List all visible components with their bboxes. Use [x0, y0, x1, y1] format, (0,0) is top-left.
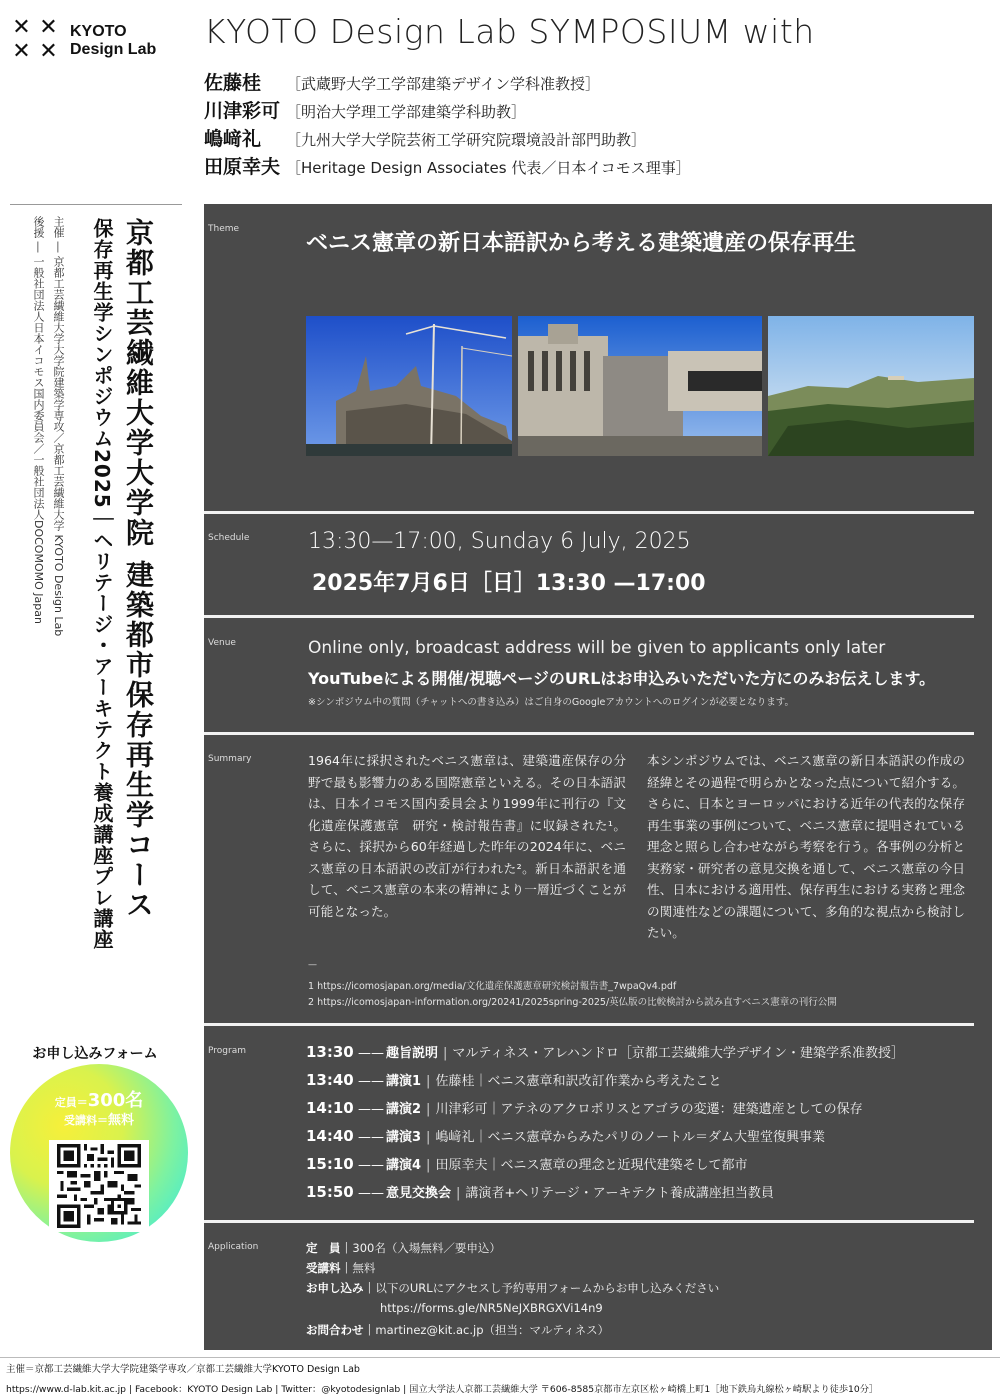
schedule-english: 13:30—17:00, Sunday 6 July, 2025 — [308, 529, 691, 554]
capacity-info — [10, 1092, 188, 1130]
venue-english: Online only, broadcast address will be given to applicants only later — [308, 638, 886, 658]
application-row-value: 300名（入場無料／要申込） — [352, 1241, 501, 1255]
application-row: 定 員 | 300名（入場無料／要申込） — [306, 1240, 501, 1255]
venue-japanese: YouTubeによる開催/視聴ページのURLはお申込みいただいた方にのみお伝えします。 — [308, 669, 936, 688]
footer-organizer: 主催＝京都工芸繊維大学大学院建築学専攻／京都工芸繊維大学KYOTO Design Lab — [6, 1364, 360, 1375]
application-row-value: 以下のURLにアクセスし予約専用フォームからお申し込みください — [375, 1281, 720, 1295]
program-time: 13:30 — [306, 1043, 354, 1061]
program-item: 13:40 —— 講演1 | 佐藤桂｜ベニス憲章和訳改訂作業から考えたこと — [306, 1071, 722, 1089]
logo-text — [70, 23, 156, 59]
application-row: お問合わせ | martinez@kit.ac.jp（担当：マルティネス） — [306, 1322, 610, 1337]
venue-label: Venue — [208, 638, 236, 648]
program-time: 14:40 — [306, 1127, 354, 1145]
section-divider — [204, 615, 974, 618]
photo-notre-dame — [306, 316, 512, 456]
summary-label: Summary — [208, 754, 252, 764]
fee-value: 無料 — [107, 1113, 134, 1128]
application-row: お申し込み | 以下のURLにアクセスし予約専用フォームからお申し込みください — [306, 1280, 720, 1295]
speaker-row — [204, 124, 691, 152]
photo-acropolis-landscape — [768, 316, 974, 456]
capacity-label: 定員＝ — [54, 1096, 88, 1109]
program-detail: 田原幸夫｜ベニス憲章の理念と近現代建築そして都市 — [435, 1158, 748, 1173]
footer-divider — [0, 1357, 1000, 1358]
logo-cross-mark-icon: ✕ ✕ ✕ ✕ — [12, 15, 58, 64]
symposium-subtitle-vertical: 保存再生学シンポジウム2025｜ヘリテージ・アーキテクト養成講座プレ講座 — [90, 218, 114, 950]
application-row: 受講料 | 無料 — [306, 1260, 376, 1275]
speaker-affiliation: ［明治大学理工学部建築学科助教］ — [286, 103, 527, 121]
application-row-label: 受講料 — [306, 1261, 341, 1275]
organizer-vertical: 主催 ― 京都工芸繊維大学大学院建築学専攻／京都工芸繊維大学 KYOTO Design Lab — [52, 216, 65, 637]
program-item: 13:30 —— 趣旨説明 | マルティネス・アレハンドロ［京都工芸繊維大学デザイン・建築学系准教授］ — [306, 1043, 905, 1061]
program-item: 14:40 —— 講演3 | 嶋﨑礼｜ベニス憲章からみたパリのノートル＝ダム大聖堂復興事業 — [306, 1127, 826, 1145]
program-time: 14:10 — [306, 1099, 354, 1117]
application-form-url[interactable]: https://forms.gle/NR5NeJXBRGXVi14n9 — [380, 1301, 603, 1315]
logo-line-2: Design Lab — [70, 41, 157, 58]
theme-label: Theme — [208, 224, 240, 234]
application-row-label: 定 員 — [306, 1241, 341, 1255]
application-row-value: 無料 — [352, 1261, 376, 1275]
program-kind: 意見交換会 — [386, 1186, 452, 1201]
qr-code-icon — [53, 1144, 145, 1228]
supporter-vertical: 後援 ― 一般社団法人日本イコモス国内委員会／一般社団法人DOCOMOMO Japan — [32, 216, 45, 624]
application-row-label: お問合わせ — [306, 1323, 364, 1337]
program-detail: マルティネス・アレハンドロ［京都工芸繊維大学デザイン・建築学系准教授］ — [452, 1046, 905, 1061]
program-item: 15:10 —— 講演4 | 田原幸夫｜ベニス憲章の理念と近現代建築そして都市 — [306, 1155, 748, 1173]
application-label: Application — [208, 1242, 259, 1252]
program-kind: 講演3 — [386, 1130, 422, 1145]
qr-code[interactable] — [49, 1140, 149, 1232]
schedule-japanese: 2025年7月6日［日］13:30 —17:00 — [312, 571, 706, 596]
program-kind: 講演4 — [386, 1158, 422, 1173]
program-kind: 講演2 — [386, 1102, 422, 1117]
footnote-separator: — — [308, 960, 317, 970]
symposium-title: KYOTO Design Lab SYMPOSIUM with — [204, 12, 815, 51]
speaker-row — [204, 152, 691, 180]
program-label: Program — [208, 1046, 246, 1056]
section-divider — [204, 732, 974, 735]
program-detail: 嶋﨑礼｜ベニス憲章からみたパリのノートル＝ダム大聖堂復興事業 — [435, 1130, 826, 1145]
footnote-2[interactable]: 2 https://icomosjapan-information.org/20241/2025spring-2025/英仏版の比較検討から読み直すベニス憲章の刊行公開 — [308, 997, 837, 1008]
program-item: 14:10 —— 講演2 | 川津彩可｜アテネのアクロポリスとアゴラの変遷：建築遺産としての保存 — [306, 1099, 863, 1117]
summary-right-column: 本シンポジウムでは、ベニス憲章の新日本語訳の作成の経緯とその過程で明らかとなった点について紹介する。さらに、日本とヨーロッパにおける近年の代表的な保存再生事業の事例について、ベニス憲章に提唱されている理念と照らし合わせながら考察を行う。各事例の分析と実務家・研究者の意見交換を通して、ベニス憲章の今日性、日本における適用性、保存再生における実務と理念の関連性などの課題について、多角的な視点から検討したい。 — [647, 753, 965, 940]
speaker-name: 嶋﨑礼 — [204, 128, 262, 150]
speaker-affiliation: ［武蔵野大学工学部建築デザイン学科准教授］ — [286, 75, 600, 93]
fee-label: 受講料＝ — [63, 1114, 108, 1127]
speaker-name: 佐藤桂 — [204, 72, 262, 94]
section-divider — [204, 1023, 974, 1026]
section-divider — [204, 1220, 974, 1223]
program-detail: 川津彩可｜アテネのアクロポリスとアゴラの変遷：建築遺産としての保存 — [435, 1102, 863, 1117]
course-title-vertical: 京都工芸繊維大学大学院 建築都市保存再生学コース — [122, 218, 155, 920]
section-divider — [204, 511, 974, 514]
application-row-label: お申し込み — [306, 1281, 364, 1295]
footer-contact-links: https://www.d-lab.kit.ac.jp | Facebook：KYOTO Design Lab | Twitter：@kyotodesignlab | 国立大学法人京都工芸繊維大学 〒606-8585京都市左京区松ヶ崎橋上町1［地下鉄烏丸線松ヶ崎駅より徒歩10分］ — [6, 1384, 879, 1395]
program-kind: 講演1 — [386, 1074, 422, 1089]
summary-left-column: 1964年に採択されたベニス憲章は、建築遺産保存の分野で最も影響力のある国際憲章といえる。その日本語訳は、日本イコモス国内委員会より1999年に刊行の『文化遺産保護憲章 研究・検討報告書』に収録された¹。さらに、採択から60年経過した昨年の2024年に、ベニス憲章の日本語訳の改訂が行われた²。新日本語訳を通して、ベニス憲章の本来の精神により一層近づくことが可能となった。 — [308, 753, 626, 919]
kyoto-design-lab-logo — [10, 15, 157, 64]
left-divider — [10, 204, 182, 205]
logo-line-1: KYOTO — [70, 23, 127, 40]
footnote-1[interactable]: 1 https://icomosjapan.org/media/文化遺産保護憲章研究検討報告書_7wpaQv4.pdf — [308, 981, 677, 992]
contact-email[interactable]: martinez@kit.ac.jp（担当：マルティネス） — [375, 1323, 610, 1337]
theme-title: ベニス憲章の新日本語訳から考える建築遺産の保存再生 — [306, 231, 857, 256]
program-time: 15:50 — [306, 1183, 354, 1201]
main-info-panel — [204, 204, 992, 1350]
program-item: 15:50 —— 意見交換会 | 講演者+ヘリテージ・アーキテクト養成講座担当教員 — [306, 1183, 774, 1201]
program-detail: 講演者+ヘリテージ・アーキテクト養成講座担当教員 — [465, 1186, 774, 1201]
speaker-affiliation: ［Heritage Design Associates 代表／日本イコモス理事］ — [286, 159, 691, 177]
program-time: 15:10 — [306, 1155, 354, 1173]
speaker-name: 田原幸夫 — [204, 156, 281, 178]
program-kind: 趣旨説明 — [386, 1046, 439, 1061]
venue-note: ※シンポジウム中の質問（チャットへの書き込み）はご自身のGoogleアカウントへのログインが必要となります。 — [308, 697, 795, 708]
speaker-list — [204, 68, 691, 180]
program-detail: 佐藤桂｜ベニス憲章和訳改訂作業から考えたこと — [435, 1074, 722, 1089]
photo-modern-building — [518, 316, 762, 456]
speaker-row — [204, 96, 691, 124]
application-form-badge — [10, 1064, 188, 1242]
application-form-label: お申し込みフォーム — [32, 1046, 158, 1062]
program-time: 13:40 — [306, 1071, 354, 1089]
schedule-label: Schedule — [208, 533, 250, 543]
capacity-value: 300名 — [87, 1090, 144, 1111]
speaker-affiliation: ［九州大学大学院芸術工学研究院環境設計部門助教］ — [286, 131, 647, 149]
speaker-row — [204, 68, 691, 96]
speaker-name: 川津彩可 — [204, 100, 281, 122]
